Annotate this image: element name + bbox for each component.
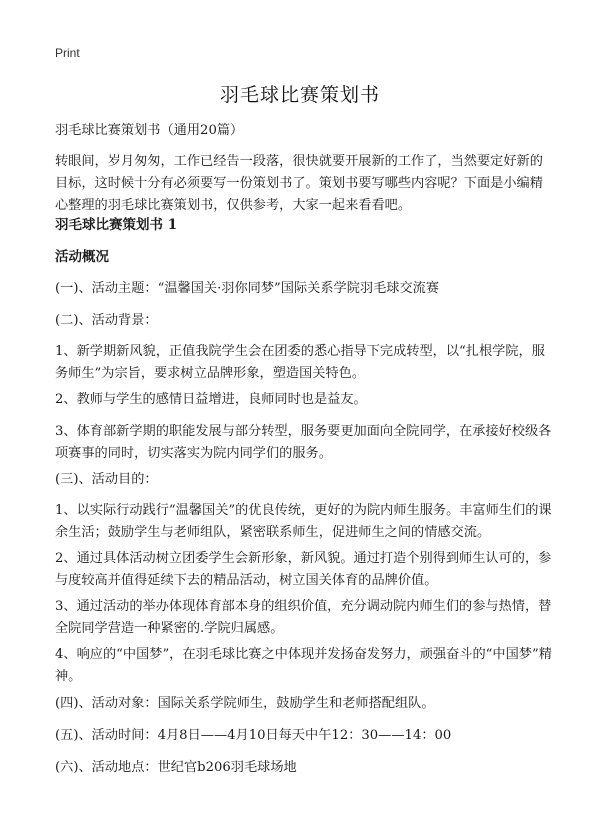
paragraph-participants: (四)、活动对象：国际关系学院师生，鼓励学生和老师搭配组队。 [55, 696, 435, 711]
paragraph-theme: (一)、活动主题：“温馨国关·羽你同梦”国际关系学院羽毛球交流赛 [55, 281, 440, 296]
section-heading: 羽毛球比赛策划书 1 [55, 217, 178, 233]
print-label: Print [55, 46, 80, 60]
paragraph-background-3: 3、体育部新学期的职能发展与部分转型，服务要更加面向全院同学，在承接好校级各项赛事的同时，切实落实为院内同学们的服务。 [55, 424, 552, 461]
paragraph-location: (六)、活动地点：世纪官b206羽毛球场地 [55, 760, 297, 775]
document-subtitle: 羽毛球比赛策划书（通用20篇） [55, 123, 244, 138]
paragraph-background-heading: (二)、活动背景： [55, 313, 158, 328]
paragraph-background-2: 2、教师与学生的感情日益增进，良师同时也是益友。 [55, 392, 367, 407]
paragraph-background-1: 1、新学期新风貌，正值我院学生会在团委的悉心指导下完成转型，以“扎根学院，服务师生”为宗旨，要求树立品牌形象，塑造国关特色。 [55, 344, 545, 381]
paragraph-time: (五)、活动时间：4月8日——4月10日每天中午12：30——14：00 [55, 728, 452, 743]
overview-heading: 活动概况 [55, 249, 109, 265]
intro-paragraph: 转眼间，岁月匆匆，工作已经告一段落，很快就要开展新的工作了，当然要定好新的目标，这时候十分有必须要写一份策划书了。策划书要写哪些内容呢？下面是小编精心整理的羽毛球比赛策划书，仅供参考，大家一起来看看吧。 [55, 154, 543, 213]
paragraph-purpose-3: 3、通过活动的举办体现体育部本身的组织价值，充分调动院内师生们的参与热情，替全院同学营造一种紧密的.学院归属感。 [55, 599, 552, 636]
paragraph-purpose-1: 1、以实际行动践行“温馨国关”的优良传统，更好的为院内师生服务。丰富师生们的课余生活；鼓励学生与老师组队，紧密联系师生，促进师生之间的情感交流。 [55, 503, 552, 540]
paragraph-purpose-heading: (三)、活动目的： [55, 472, 158, 487]
document-title: 羽毛球比赛策划书 [219, 84, 380, 106]
paragraph-purpose-2: 2、通过具体活动树立团委学生会新形象，新风貌。通过打造个别得到师生认可的，参与度较高并值得延续下去的精品活动，树立国关体育的品牌价值。 [55, 551, 552, 588]
paragraph-purpose-4: 4、响应的“中国梦”，在羽毛球比赛之中体现并发扬奋发努力，顽强奋斗的“中国梦”精神。 [55, 647, 552, 684]
